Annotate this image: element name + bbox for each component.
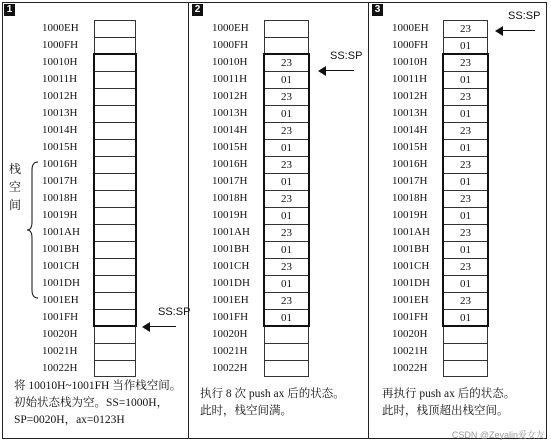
caption-line: 再执行 push ax 后的状态。 <box>382 388 516 400</box>
address-label: 10019H <box>212 209 248 221</box>
address-label: 1001DH <box>392 277 430 289</box>
stack-space-label: 空 <box>8 180 21 194</box>
memory-cell <box>94 20 136 37</box>
pointer-arrow <box>142 322 176 332</box>
memory-cell <box>94 139 136 156</box>
address-label: 10014H <box>212 124 248 136</box>
ss-sp-label: SS:SP <box>508 10 541 23</box>
address-label: 10014H <box>42 124 78 136</box>
ss-sp-label: SS:SP <box>330 49 363 62</box>
address-label: 1000FH <box>392 39 429 51</box>
address-label: 10016H <box>212 158 248 170</box>
memory-cell <box>264 20 309 37</box>
stack-space-brace <box>26 160 40 300</box>
panel-number: 2 <box>192 4 203 16</box>
address-label: 1001AH <box>392 226 430 238</box>
address-label: 10022H <box>392 362 428 374</box>
memory-cell: 01 <box>264 173 309 190</box>
address-label: 10010H <box>212 56 248 68</box>
memory-cell <box>443 326 488 343</box>
address-label: 1001DH <box>42 277 80 289</box>
address-label: 10015H <box>212 141 248 153</box>
memory-cell <box>94 207 136 224</box>
memory-cell: 23 <box>264 88 309 105</box>
memory-cell <box>443 360 488 377</box>
memory-cell: 01 <box>264 275 309 292</box>
memory-cell: 23 <box>443 122 488 139</box>
memory-cell: 23 <box>443 156 488 173</box>
address-label: 10020H <box>42 328 78 340</box>
address-label: 1001EH <box>42 294 79 306</box>
memory-cell: 01 <box>443 275 488 292</box>
address-label: 1001BH <box>392 243 430 255</box>
memory-cell <box>94 54 136 71</box>
memory-cell <box>264 360 309 377</box>
stack-space-label: 间 <box>8 198 21 212</box>
address-label: 10022H <box>42 362 78 374</box>
caption-line: 执行 8 次 push ax 后的状态。 <box>200 388 345 400</box>
address-label: 1000EH <box>42 22 79 34</box>
address-label: 1001EH <box>392 294 429 306</box>
memory-cell <box>94 343 136 360</box>
memory-cell: 23 <box>264 224 309 241</box>
address-label: 10020H <box>392 328 428 340</box>
memory-cell <box>264 326 309 343</box>
address-label: 1001FH <box>212 311 249 323</box>
address-label: 10021H <box>392 345 428 357</box>
address-label: 1001BH <box>42 243 80 255</box>
memory-cell: 01 <box>443 241 488 258</box>
memory-cell: 23 <box>264 190 309 207</box>
address-label: 10018H <box>212 192 248 204</box>
memory-cell: 23 <box>443 88 488 105</box>
address-label: 10016H <box>392 158 428 170</box>
pointer-arrow <box>318 66 354 76</box>
memory-cell: 01 <box>443 139 488 156</box>
address-label: 1001DH <box>212 277 250 289</box>
caption-line: 此时，栈顶超出栈空间。 <box>382 405 509 417</box>
memory-cell <box>94 360 136 377</box>
memory-cell <box>94 173 136 190</box>
ss-sp-label: SS:SP <box>158 306 191 319</box>
memory-cell: 23 <box>264 122 309 139</box>
memory-cell <box>94 105 136 122</box>
memory-cell: 01 <box>264 105 309 122</box>
address-label: 1001AH <box>212 226 250 238</box>
memory-cell <box>94 241 136 258</box>
address-label: 10017H <box>212 175 248 187</box>
caption-line: SP=0020H，ax=0123H <box>14 414 125 426</box>
address-label: 10010H <box>392 56 428 68</box>
address-label: 1000FH <box>212 39 249 51</box>
memory-cell: 01 <box>443 173 488 190</box>
memory-cell: 01 <box>264 309 309 326</box>
address-label: 10019H <box>392 209 428 221</box>
memory-cell <box>94 37 136 54</box>
address-label: 10016H <box>42 158 78 170</box>
memory-cell <box>94 122 136 139</box>
address-label: 10015H <box>392 141 428 153</box>
memory-cell: 01 <box>443 105 488 122</box>
address-label: 10013H <box>392 107 428 119</box>
address-label: 10017H <box>392 175 428 187</box>
address-label: 10013H <box>42 107 78 119</box>
memory-cell <box>94 292 136 309</box>
memory-cell: 23 <box>443 258 488 275</box>
address-label: 1001CH <box>392 260 430 272</box>
address-label: 10012H <box>212 90 248 102</box>
watermark: CSDN @Zeyalin爱女友 <box>451 430 545 440</box>
address-label: 10020H <box>212 328 248 340</box>
memory-cell <box>94 326 136 343</box>
memory-cell: 23 <box>443 54 488 71</box>
memory-cell: 23 <box>443 190 488 207</box>
address-label: 10021H <box>212 345 248 357</box>
memory-cell <box>94 275 136 292</box>
address-label: 1001CH <box>212 260 250 272</box>
address-label: 10021H <box>42 345 78 357</box>
address-label: 10012H <box>392 90 428 102</box>
address-label: 10022H <box>212 362 248 374</box>
caption-line: 此时，栈空间满。 <box>200 405 292 417</box>
memory-cell: 01 <box>264 241 309 258</box>
memory-cell: 23 <box>443 224 488 241</box>
address-label: 10015H <box>42 141 78 153</box>
memory-cell <box>94 258 136 275</box>
address-label: 1001BH <box>212 243 250 255</box>
memory-cell: 23 <box>443 292 488 309</box>
address-label: 10011H <box>42 73 78 85</box>
address-label: 10011H <box>392 73 428 85</box>
address-label: 1001FH <box>392 311 429 323</box>
address-label: 10013H <box>212 107 248 119</box>
memory-cell: 01 <box>443 309 488 326</box>
address-label: 10012H <box>42 90 78 102</box>
address-label: 1001FH <box>42 311 79 323</box>
memory-cell: 23 <box>443 20 488 37</box>
address-label: 1001EH <box>212 294 249 306</box>
address-label: 1000EH <box>212 22 249 34</box>
memory-cell: 01 <box>443 37 488 54</box>
memory-cell: 01 <box>443 207 488 224</box>
memory-cell <box>94 88 136 105</box>
memory-cell <box>443 343 488 360</box>
pointer-arrow <box>495 26 535 36</box>
memory-cell: 01 <box>264 71 309 88</box>
memory-cell: 23 <box>264 292 309 309</box>
memory-cell: 01 <box>443 71 488 88</box>
address-label: 10010H <box>42 56 78 68</box>
address-label: 10018H <box>392 192 428 204</box>
panel-divider <box>188 2 189 439</box>
memory-cell <box>94 224 136 241</box>
address-label: 10014H <box>392 124 428 136</box>
memory-cell <box>264 343 309 360</box>
memory-cell: 01 <box>264 207 309 224</box>
stack-space-label: 栈 <box>8 162 21 176</box>
panel-number: 1 <box>4 4 15 16</box>
address-label: 1001CH <box>42 260 80 272</box>
address-label: 10019H <box>42 209 78 221</box>
memory-cell: 23 <box>264 156 309 173</box>
address-label: 10018H <box>42 192 78 204</box>
address-label: 10011H <box>212 73 248 85</box>
memory-cell <box>94 190 136 207</box>
memory-cell: 23 <box>264 258 309 275</box>
memory-cell <box>94 71 136 88</box>
memory-cell: 01 <box>264 139 309 156</box>
panel-number: 3 <box>372 4 383 16</box>
address-label: 1000FH <box>42 39 79 51</box>
address-label: 1000EH <box>392 22 429 34</box>
memory-cell <box>94 309 136 326</box>
address-label: 10017H <box>42 175 78 187</box>
memory-cell <box>264 37 309 54</box>
caption-line: 初始状态栈为空。SS=1000H， <box>14 397 169 409</box>
caption-line: 将 10010H~1001FH 当作栈空间。 <box>14 380 182 392</box>
address-label: 1001AH <box>42 226 80 238</box>
memory-cell <box>94 156 136 173</box>
memory-cell: 23 <box>264 54 309 71</box>
panel-divider <box>368 2 369 439</box>
